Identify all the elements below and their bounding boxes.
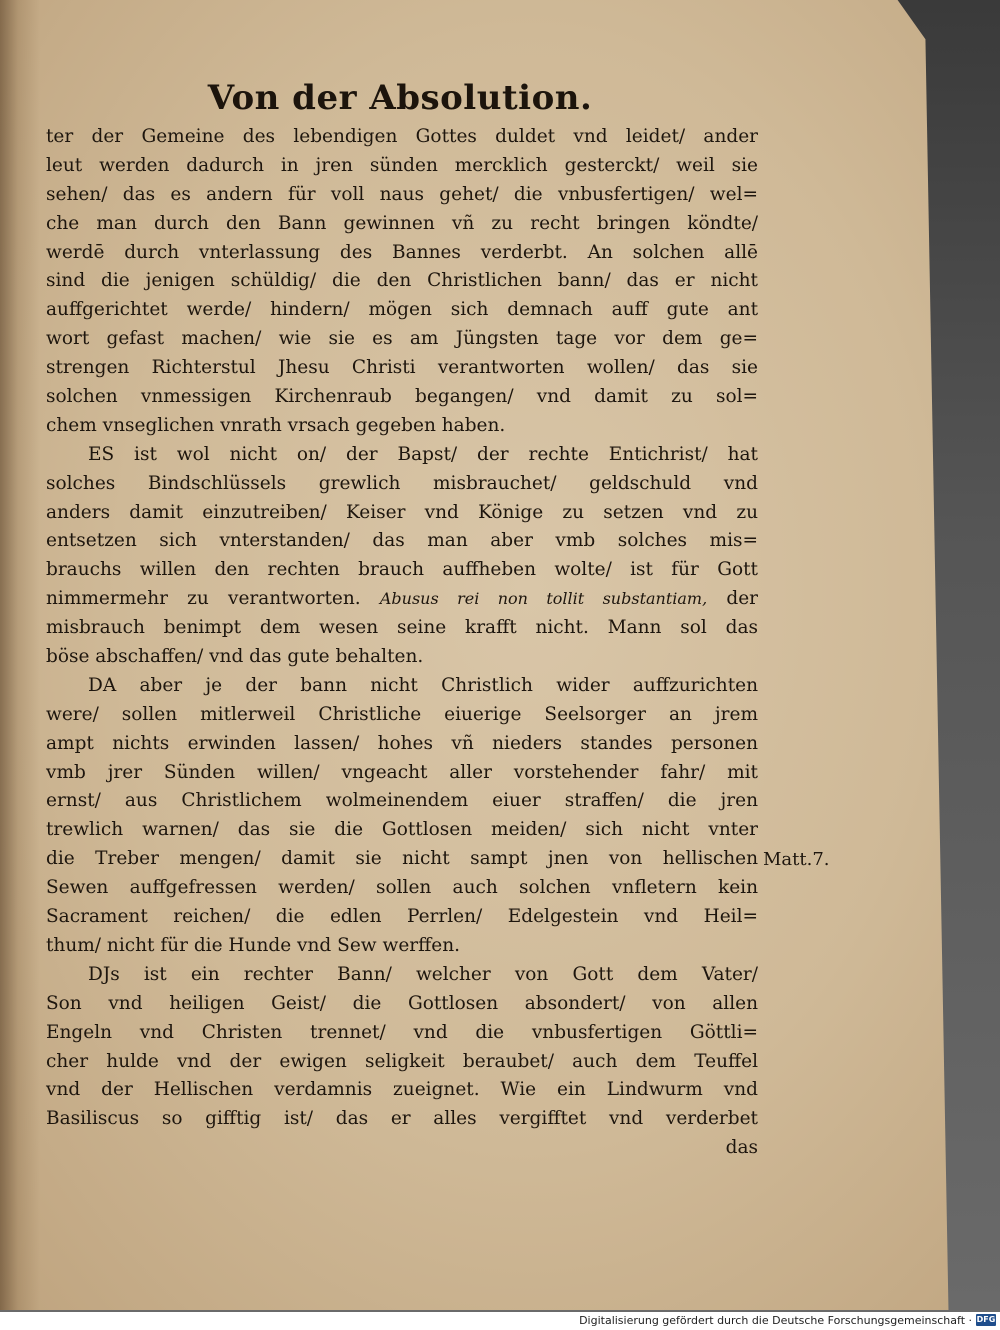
text-line: die Treber mengen/ damit sie nicht sampt jnen von hellischen <box>46 848 758 870</box>
text-line: were/ sollen mitlerweil Christliche eiuerige Seelsorger an jrem <box>46 703 758 725</box>
text-line: solches Bindschlüssels grewlich misbrauchet/ geldschuld vnd <box>46 472 758 494</box>
text-line: solchen vnmessigen Kirchenraub begangen/ vnd damit zu sol= <box>46 386 758 408</box>
text-line: vnd der Hellischen verdamnis zueignet. Wie ein Lindwurm vnd <box>46 1079 758 1101</box>
text-line: Sacrament reichen/ die edlen Perrlen/ Edelgestein vnd Heil= <box>46 906 758 928</box>
running-head: Von der Absolution. <box>207 78 593 118</box>
gutter-shadow <box>0 0 40 1310</box>
text-line: thum/ nicht für die Hunde vnd Sew werffen. <box>46 934 460 956</box>
text-segment: nimmermehr zu verantworten. <box>46 588 361 610</box>
text-line: auffgerichtet werde/ hindern/ mögen sich demnach auff gute ant <box>46 299 758 321</box>
paragraph-start-line: ES ist wol nicht on/ der Bapst/ der rechte Entichrist/ hat <box>88 443 758 465</box>
text-line: ampt nichts erwinden lassen/ hohes vñ nieders standes personen <box>46 732 758 754</box>
marginal-note: Matt.7. <box>763 849 830 870</box>
text-line: vmb jrer Sünden willen/ vngeacht aller vorstehender fahr/ mit <box>46 761 758 783</box>
text-line: entsetzen sich vnterstanden/ das man aber vmb solches mis= <box>46 530 758 552</box>
text-line: brauchs willen den rechten brauch auffheben wolte/ ist für Gott <box>46 559 758 581</box>
catchword: das <box>725 1137 758 1159</box>
text-line: chem vnseglichen vnrath vrsach gegeben haben. <box>46 414 506 436</box>
funding-credit: Digitalisierung gefördert durch die Deutsche Forschungsgemeinschaft · <box>579 1314 972 1327</box>
text-line: cher hulde vnd der ewigen seligkeit beraubet/ auch dem Teuffel <box>46 1050 758 1072</box>
text-line: sehen/ das es andern für voll naus gehet/ die vnbusfertigen/ wel= <box>46 183 758 205</box>
dfg-logo: DFG <box>976 1315 996 1324</box>
text-line: leut werden dadurch in jren sünden mercklich gesterckt/ weil sie <box>46 154 758 176</box>
text-line: che man durch den Bann gewinnen vñ zu recht bringen köndte/ <box>46 212 758 234</box>
text-line: ernst/ aus Christlichem wolmeinendem eiuer straffen/ die jren <box>46 790 758 812</box>
text-line: Engeln vnd Christen trennet/ vnd die vnbusfertigen Göttli= <box>46 1021 758 1043</box>
latin-phrase: Abusus rei non tollit substantiam, <box>379 589 708 609</box>
text-segment: der <box>707 588 759 610</box>
text-line: strengen Richterstul Jhesu Christi verantworten wollen/ das sie <box>46 357 758 379</box>
paragraph-start-line: DJs ist ein rechter Bann/ welcher von Gott dem Vater/ <box>88 963 758 985</box>
text-line-with-latin <box>46 585 758 614</box>
page-text-block <box>46 123 758 1163</box>
text-line: anders damit einzutreiben/ Keiser vnd Könige zu setzen vnd zu <box>46 501 758 523</box>
text-line: böse abschaffen/ vnd das gute behalten. <box>46 646 424 668</box>
text-line: sind die jenigen schüldig/ die den Christlichen bann/ das er nicht <box>46 270 758 292</box>
paragraph-start-line: DA aber je der bann nicht Christlich wider auffzurichten <box>88 674 758 696</box>
text-line: ter der Gemeine des lebendigen Gottes duldet vnd leidet/ ander <box>46 126 758 147</box>
text-line: werdē durch vnterlassung des Bannes verderbt. An solchen allē <box>46 241 758 263</box>
text-line: Sewen auffgefressen werden/ sollen auch solchen vnfletern kein <box>46 877 758 899</box>
text-line: wort gefast machen/ wie sie es am Jüngsten tage vor dem ge= <box>46 328 758 350</box>
text-line: trewlich warnen/ das sie die Gottlosen meiden/ sich nicht vnter <box>46 819 758 841</box>
text-line: Basiliscus so gifftig ist/ das er alles vergifftet vnd verderbet <box>46 1108 758 1130</box>
text-line: Son vnd heiligen Geist/ die Gottlosen absondert/ von allen <box>46 992 758 1014</box>
text-line: misbrauch benimpt dem wesen seine krafft nicht. Mann sol das <box>46 617 758 639</box>
